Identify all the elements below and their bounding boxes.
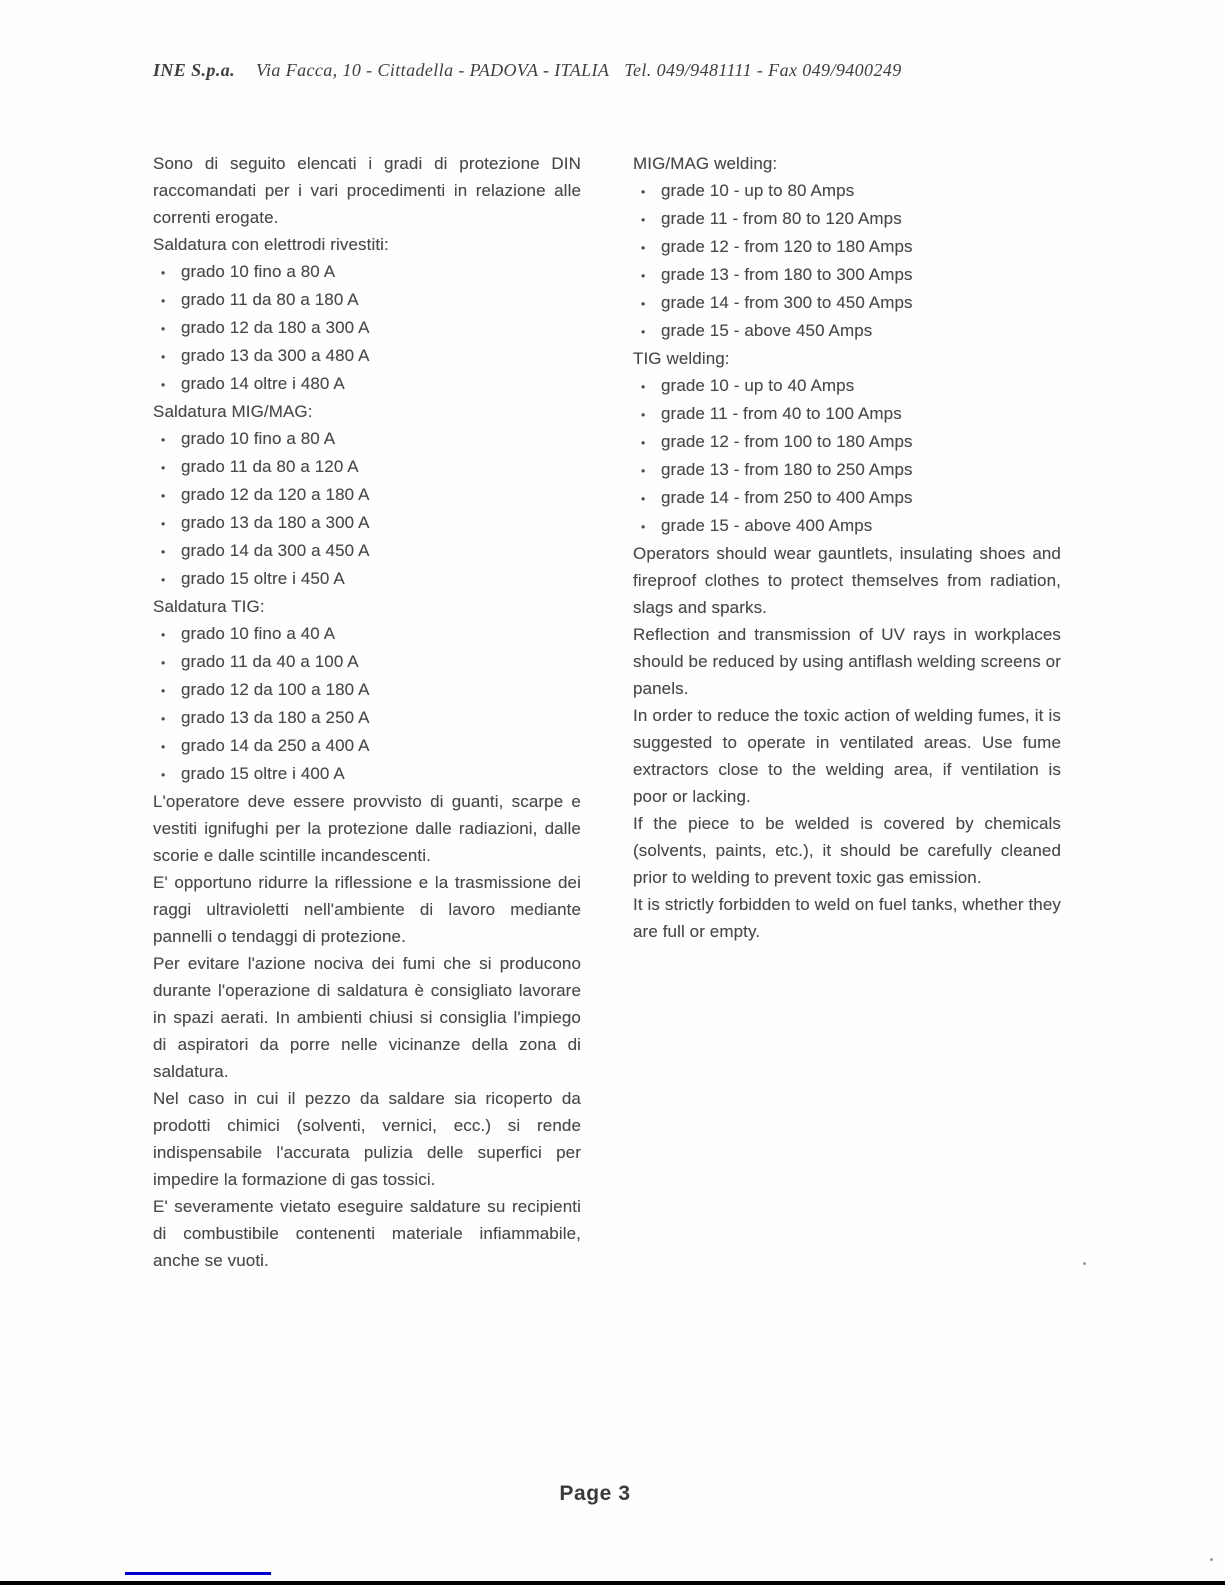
bullet-icon: • [161, 266, 166, 280]
list-item [153, 760, 581, 788]
list-item-text: grado 11 da 80 a 180 A [181, 290, 359, 309]
scan-speck [1083, 1262, 1086, 1265]
bullet-icon: • [161, 350, 166, 364]
section-heading-migmag-it: Saldatura MIG/MAG: [153, 402, 313, 421]
bullet-icon: • [161, 378, 166, 392]
address-text: Via Facca, 10 - Cittadella - PADOVA - ITALIA [255, 60, 610, 80]
list-item [633, 512, 1061, 540]
list-item-text: grade 15 - above 400 Amps [661, 516, 873, 535]
bullet-icon: • [161, 684, 166, 698]
bullet-icon: • [641, 297, 646, 311]
bullet-icon: • [641, 436, 646, 450]
list-item [633, 372, 1061, 400]
paragraph: L'operatore deve essere provvisto di guanti, scarpe e vestiti ignifughi per la protezione dalle radiazioni, dalle scorie e dalle scintille incandescenti. [153, 792, 581, 865]
list-item [633, 428, 1061, 456]
bullet-icon: • [641, 380, 646, 394]
scan-speck [1210, 1558, 1213, 1561]
bullet-icon: • [641, 213, 646, 227]
list-item [633, 205, 1061, 233]
list-item-text: grade 15 - above 450 Amps [661, 321, 873, 340]
list-item-text: grade 12 - from 100 to 180 Amps [661, 432, 913, 451]
paragraph: E' severamente vietato eseguire saldature su recipienti di combustibile contenenti materiale infiammabile, anche se vuoti. [153, 1197, 581, 1270]
bullet-icon: • [161, 489, 166, 503]
list-item [633, 289, 1061, 317]
paragraph: E' opportuno ridurre la riflessione e la trasmissione dei raggi ultravioletti nell'ambiente di lavoro mediante pannelli o tendaggi di protezione. [153, 873, 581, 946]
list-item-text: grade 10 - up to 80 Amps [661, 181, 855, 200]
list-item [633, 177, 1061, 205]
list-item-text: grade 11 - from 80 to 120 Amps [661, 209, 902, 228]
section-heading-migmag-en: MIG/MAG welding: [633, 154, 778, 173]
list-item-text: grado 12 da 100 a 180 A [181, 680, 370, 699]
bullet-icon: • [641, 492, 646, 506]
paragraph: Nel caso in cui il pezzo da saldare sia ricoperto da prodotti chimici (solventi, vernici, ecc.) si rende indispensabile l'accurata pulizia delle superfici per impedire la formazione di gas tossici. [153, 1089, 581, 1189]
list-item-text: grado 13 da 300 a 480 A [181, 346, 370, 365]
list-item-text: grado 15 oltre i 450 A [181, 569, 345, 588]
paragraph: In order to reduce the toxic action of welding fumes, it is suggested to operate in ventilated areas. Use fume extractors close to the welding area, if ventilation is poor or lacking. [633, 706, 1061, 806]
phone-fax-text: Tel. 049/9481111 - Fax 049/9400249 [624, 60, 902, 80]
list-item [153, 342, 581, 370]
bullet-icon: • [161, 712, 166, 726]
bullet-icon: • [641, 269, 646, 283]
paragraph: It is strictly forbidden to weld on fuel tanks, whether they are full or empty. [633, 895, 1061, 941]
list-item-text: grado 11 da 40 a 100 A [181, 652, 359, 671]
list-item-text: grado 13 da 180 a 250 A [181, 708, 370, 727]
list-item-text: grado 13 da 180 a 300 A [181, 513, 370, 532]
right-column-english [633, 150, 1061, 945]
section-heading-elettrodi: Saldatura con elettrodi rivestiti: [153, 235, 389, 254]
list-item [633, 261, 1061, 289]
list-item-text: grade 11 - from 40 to 100 Amps [661, 404, 902, 423]
list-item [153, 648, 581, 676]
scan-bottom-edge [0, 1581, 1225, 1585]
company-name: INE S.p.a. [153, 60, 236, 80]
list-item-text: grado 10 fino a 80 A [181, 429, 336, 448]
section-heading-tig-en: TIG welding: [633, 349, 730, 368]
bullet-icon: • [161, 628, 166, 642]
intro-paragraph: Sono di seguito elencati i gradi di protezione DIN raccomandati per i vari procedimenti in relazione alle correnti erogate. [153, 154, 581, 227]
list-item [153, 453, 581, 481]
list-item-text: grade 14 - from 250 to 400 Amps [661, 488, 913, 507]
bullet-icon: • [641, 185, 646, 199]
bullet-icon: • [161, 545, 166, 559]
bullet-icon: • [161, 294, 166, 308]
bullet-icon: • [161, 461, 166, 475]
bullet-icon: • [641, 325, 646, 339]
list-item [153, 481, 581, 509]
list-item-text: grado 11 da 80 a 120 A [181, 457, 359, 476]
list-item-text: grado 14 oltre i 480 A [181, 374, 345, 393]
bullet-icon: • [161, 656, 166, 670]
list-item [153, 565, 581, 593]
list-item-text: grado 14 da 250 a 400 A [181, 736, 370, 755]
bullet-icon: • [641, 241, 646, 255]
list-item-text: grado 12 da 120 a 180 A [181, 485, 370, 504]
list-item [153, 314, 581, 342]
bullet-icon: • [641, 464, 646, 478]
list-item [633, 456, 1061, 484]
list-item [153, 258, 581, 286]
list-item [633, 233, 1061, 261]
section-heading-tig-it: Saldatura TIG: [153, 597, 265, 616]
list-item-text: grado 14 da 300 a 450 A [181, 541, 370, 560]
list-item-text: grade 12 - from 120 to 180 Amps [661, 237, 913, 256]
bullet-icon: • [161, 322, 166, 336]
list-item [153, 370, 581, 398]
bullet-icon: • [161, 517, 166, 531]
list-item [153, 676, 581, 704]
link-underline-artifact [125, 1572, 271, 1575]
bullet-icon: • [641, 520, 646, 534]
page-number: Page 3 [559, 1482, 631, 1505]
list-item [633, 317, 1061, 345]
paragraph: Operators should wear gauntlets, insulating shoes and fireproof clothes to protect themselves from radiation, slags and sparks. [633, 544, 1061, 617]
bullet-icon: • [161, 740, 166, 754]
paragraph: Reflection and transmission of UV rays in workplaces should be reduced by using antiflash welding screens or panels. [633, 625, 1061, 698]
list-item-text: grade 13 - from 180 to 300 Amps [661, 265, 913, 284]
list-item [153, 732, 581, 760]
bullet-icon: • [641, 408, 646, 422]
list-item [633, 484, 1061, 512]
paragraph: Per evitare l'azione nociva dei fumi che si producono durante l'operazione di saldatura è consigliato lavorare in spazi aerati. In ambienti chiusi si consiglia l'impiego di aspiratori da porre nelle vicinanze della zona di saldatura. [153, 954, 581, 1081]
list-item [153, 286, 581, 314]
list-item [633, 400, 1061, 428]
paragraph: If the piece to be welded is covered by chemicals (solvents, paints, etc.), it should be carefully cleaned prior to welding to prevent toxic gas emission. [633, 814, 1061, 887]
list-item-text: grade 13 - from 180 to 250 Amps [661, 460, 913, 479]
list-item [153, 704, 581, 732]
bullet-icon: • [161, 433, 166, 447]
list-item-text: grado 15 oltre i 400 A [181, 764, 345, 783]
bullet-icon: • [161, 768, 166, 782]
letterhead [153, 60, 1103, 81]
list-item [153, 509, 581, 537]
list-item-text: grado 10 fino a 40 A [181, 624, 336, 643]
list-item [153, 537, 581, 565]
list-item-text: grade 14 - from 300 to 450 Amps [661, 293, 913, 312]
list-item [153, 425, 581, 453]
list-item [153, 620, 581, 648]
list-item-text: grade 10 - up to 40 Amps [661, 376, 855, 395]
bullet-icon: • [161, 573, 166, 587]
list-item-text: grado 10 fino a 80 A [181, 262, 336, 281]
list-item-text: grado 12 da 180 a 300 A [181, 318, 370, 337]
left-column-italian [153, 150, 581, 1274]
